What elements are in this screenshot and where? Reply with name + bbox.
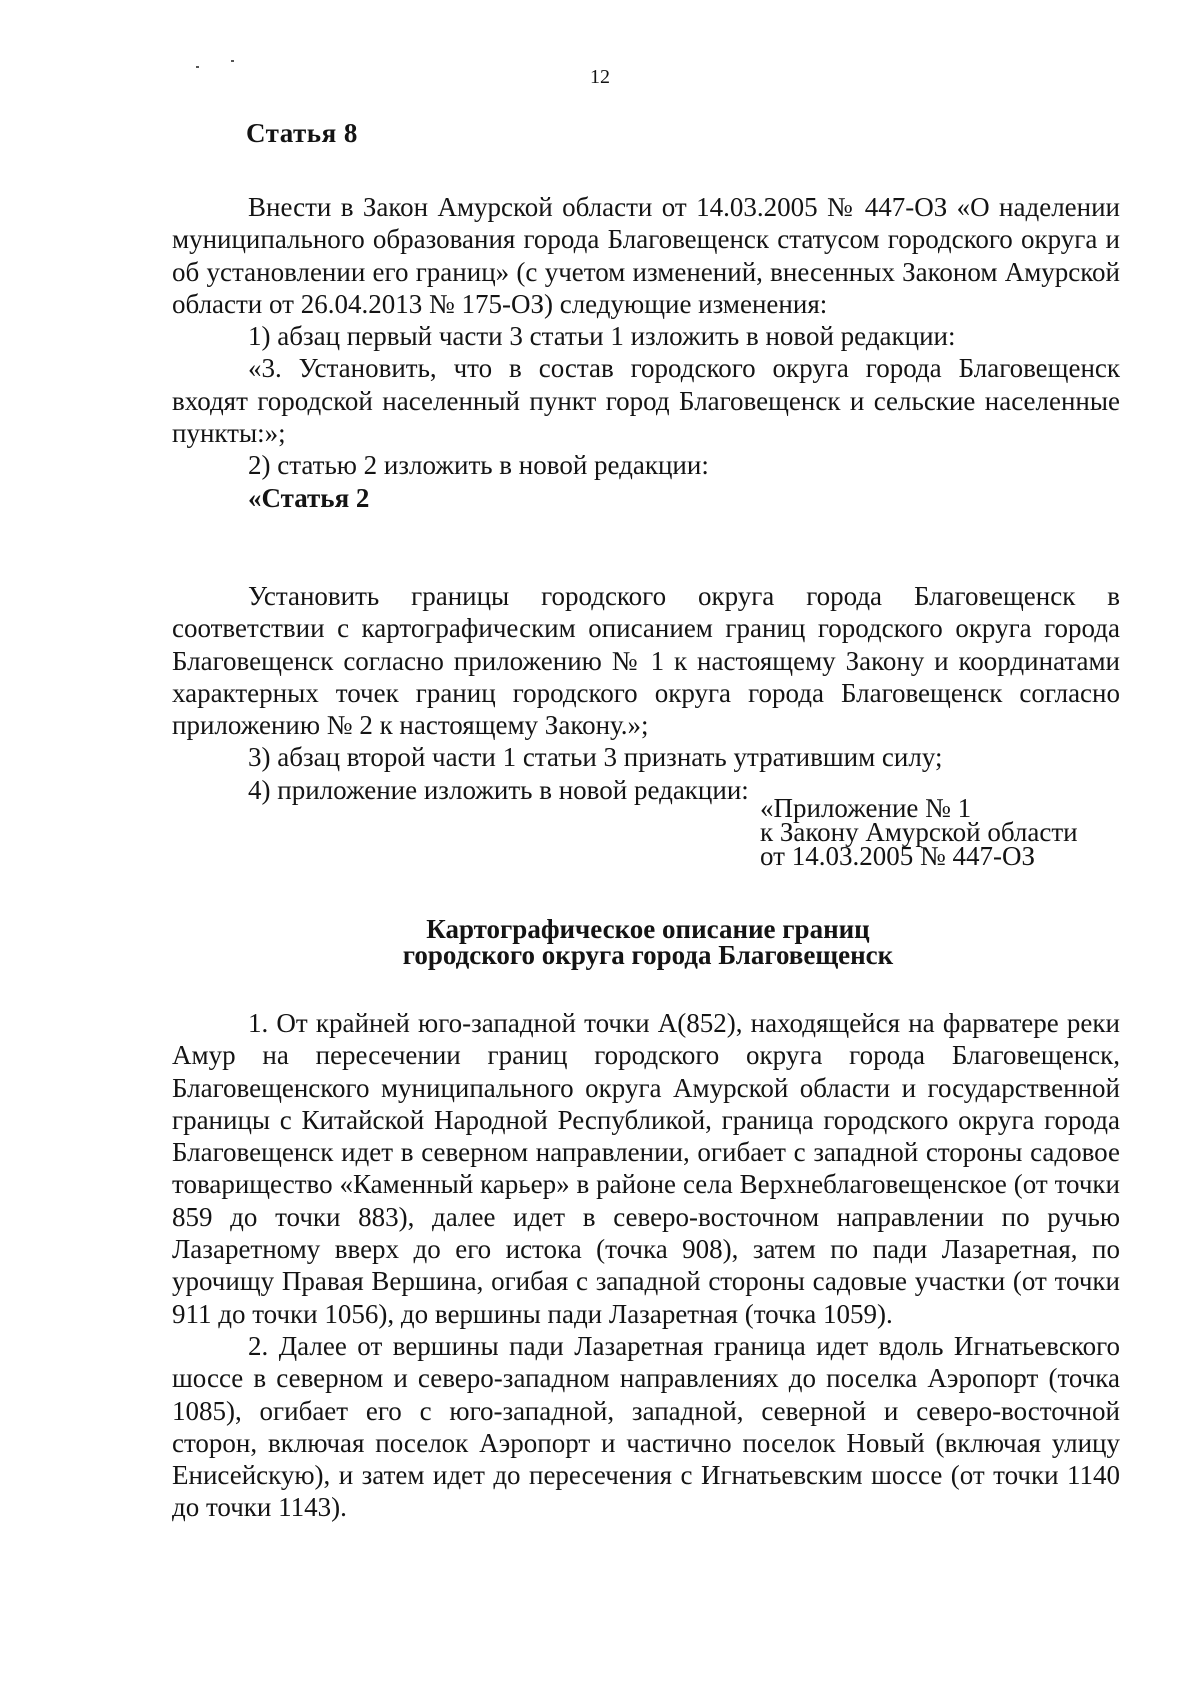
appendix-line-1: «Приложение № 1 [760,793,972,823]
section-title-line-1: Картографическое описание границ [426,914,870,944]
amendment-item-1: 1) абзац первый части 3 статьи 1 изложить в новой редакции: [248,321,956,352]
boundary-description [172,1007,1120,1524]
amendment-item-4: 4) приложение изложить в новой редакции: [248,774,749,805]
section-title [0,916,1200,968]
section-title-line-2: городского округа города Благовещенск [402,940,894,970]
article-8-intro: Внести в Закон Амурской области от 14.03.2005 № 447-ОЗ «О наделении муниципального образования города Благовещенск статусом городского округа и об установлении его границ» (с учетом изменений, внесенных Законом Амурской области от 26.04.2013 № 175-ОЗ) следующие изменения: [172,192,1120,319]
amendment-item-1-text: «3. Установить, что в состав городского округа города Благовещенск входят городской населенный пункт город Благовещенск и сельские населенные пункты:»; [172,353,1120,449]
article-2-heading: «Статья 2 [248,482,370,513]
article-8-body [172,191,1120,514]
appendix-line-2: к Закону Амурской области [760,817,1078,847]
boundary-paragraph-2: 2. Далее от вершины пади Лазаретная граница идет вдоль Игнатьевского шоссе в северном и северо-западном направлениях до поселка Аэропорт (точка 1085), огибает его с юго-западной, западной, северной и северо-восточной сторон, включая поселок Аэропорт и частично поселок Новый (включая улицу Енисейскую), и затем идет до пересечения с Игнатьевским шоссе (от точки 1140 до точки 1143). [172,1330,1120,1523]
boundary-paragraph-1: 1. От крайней юго-западной точки А(852), находящейся на фарватере реки Амур на пересечении границ городского округа города Благовещенск, Благовещенского муниципального округа Амурской области и государственной границы с Китайской Народной Республикой, граница городского округа города Благовещенск идет в северном направлении, огибает с западной стороны садовое товарищество «Каменный карьер» в районе села Верхнеблаговещенское (от точки 859 до точки 883), далее идет в северо-восточном направлении по ручью Лазаретному вверх до его истока (точка 908), затем по пади Лазаретная, по урочищу Правая Вершина, огибая с западной стороны садовые участки (от точки 911 до точки 1056), до вершины пади Лазаретная (точка 1059). [172,1008,1120,1329]
article-2-body [172,580,1120,806]
appendix-line-3: от 14.03.2005 № 447-ОЗ [760,841,1035,871]
amendment-item-2: 2) статью 2 изложить в новой редакции: [248,450,709,481]
appendix-reference [760,793,1078,871]
amendment-item-3: 3) абзац второй части 1 статьи 3 признать утратившим силу; [248,742,943,773]
article-2-text: Установить границы городского округа города Благовещенск в соответствии с картографическим описанием границ городского округа города Благовещенск согласно приложению № 1 к настоящему Закону и координатами характерных точек границ городского округа города Благовещенск согласно приложению № 2 к настоящему Закону.»; [172,581,1120,741]
article-8-heading: Статья 8 [246,118,358,148]
scan-speck [231,60,234,62]
page-number: 12 [590,66,610,88]
